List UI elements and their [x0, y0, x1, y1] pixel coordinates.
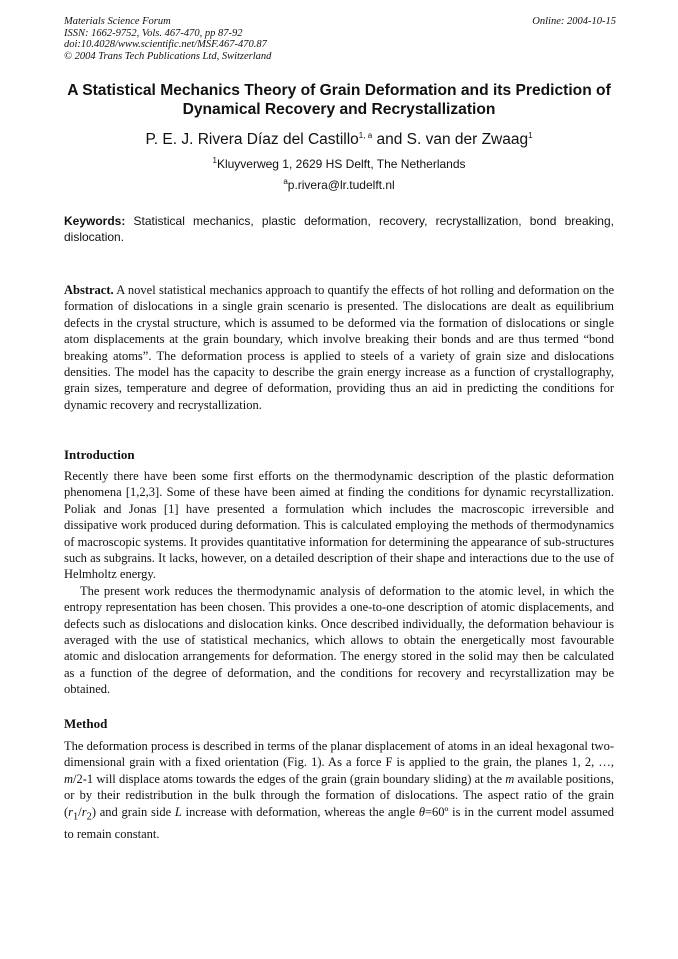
method-text: The deformation process is described in terms of the planar displacement of atoms in an ideal hexagonal two-dimensional grain with a fixed orientation (Fig. 1). As a force F is applied to the grain, the planes 1, 2, …,: [64, 739, 614, 770]
author-1-superscript: 1, a: [358, 130, 373, 140]
symbol-r2: r: [81, 804, 87, 819]
subscript-2: 2: [86, 811, 92, 823]
method-paragraph: [64, 738, 614, 842]
issn-line: ISSN: 1662-9752, Vols. 467-470, pp 87-92: [64, 27, 243, 39]
keywords-text: Statistical mechanics, plastic deformation, recovery, recrystallization, bond breaking, dislocation.: [64, 214, 614, 244]
affiliation-text: Kluyverweg 1, 2629 HS Delft, The Netherlands: [216, 157, 466, 171]
introduction-section: [64, 468, 614, 698]
abstract: [64, 282, 614, 413]
affiliation: [40, 157, 638, 172]
author-1: P. E. J. Rivera Díaz del Castillo: [145, 131, 359, 148]
method-text: =60º is in the current model assumed to remain constant.: [64, 804, 614, 841]
email-address[interactable]: p.rivera@lr.tudelft.nl: [287, 178, 395, 192]
method-text: /2-1 will displace atoms towards the edges of the grain (grain boundary sliding) at the: [73, 771, 506, 786]
author-2: S. van der Zwaag: [406, 131, 529, 148]
keywords: [64, 213, 614, 245]
abstract-text: A novel statistical mechanics approach to quantify the effects of hot rolling and deformation on the formation of dislocations in a single grain scenario is presented. The dislocations are dealt as equilibrium defects in the crystal structure, which is assumed to be deformed via the formation of dislocations or single atom displacements at the grain boundary, which involve breaking their bonds and are thus termed “bond breaking atoms”. The deformation process is applied to steels of a variety of grain size and dislocations densities. The model has the capacity to describe the grain energy increase as a function of crystallography, grain sizes, temperature and degree of deformation, providing thus an aid in predicting the conditions for dynamic recovery and recrystallization.: [64, 283, 614, 412]
method-heading: Method: [64, 716, 108, 731]
method-text: /: [78, 804, 82, 819]
abstract-label: Abstract.: [64, 283, 114, 297]
journal-name: Materials Science Forum: [64, 16, 171, 27]
introduction-paragraph-1: Recently there have been some first efforts on the thermodynamic description of the plastic deformation phenomena [1,2,3]. Some of these have been aimed at finding the conditions for dynamic recyrstallization. Poliak and Jonas [1] have presented a formulation which includes the macroscopic irreversible and dissipative work produced during deformation. This is calculated employing the methods of thermodynamics of macroscopic systems. It provides quantitative information for determining the appearance of sub-structures such as subgrains. It lacks, however, on a detailed description of their shape and interactions due to the use of Helmholtz energy.: [64, 469, 614, 582]
contact-email: [40, 178, 638, 193]
introduction-heading: Introduction: [64, 447, 135, 462]
author-conjunction: and: [372, 131, 407, 148]
symbol-theta: θ: [418, 804, 425, 819]
journal-header: [64, 16, 616, 62]
author-2-superscript: 1: [528, 130, 533, 140]
paper-title: A Statistical Mechanics Theory of Grain Deformation and its Prediction of Dynamical Recovery and Recrystallization: [67, 82, 611, 118]
method-text: ) and grain side: [91, 804, 175, 819]
copyright-line: © 2004 Trans Tech Publications Ltd, Switzerland: [64, 50, 272, 62]
symbol-L: L: [174, 804, 182, 819]
affiliation-superscript: 1: [212, 156, 217, 165]
email-superscript: a: [283, 177, 288, 186]
method-text: available positions, or by their redistribution in the bulk through the formation of dislocations. The aspect ratio of the grain (: [64, 771, 614, 819]
author-line: [40, 130, 638, 150]
subscript-1: 1: [73, 811, 79, 823]
symbol-m: m: [64, 771, 74, 786]
keywords-label: Keywords:: [64, 214, 126, 228]
symbol-m: m: [505, 771, 515, 786]
introduction-paragraph-2: The present work reduces the thermodynamic analysis of deformation to the atomic level, in which the entropy representation has been chosen. This provides a one-to-one description of atomic displacements, and defects such as dislocations and dislocation kinks. Once described individually, the deformation behaviour is averaged with the use of statistical mechanics, which allows to obtain the energetically most favourable atomic and dislocation arrangements for deformation. The energy stored in the solid may then be calculated as a function of the degree of deformation, and the conditions for recovery and recyrstallization may be obtained.: [64, 583, 614, 697]
doi-line[interactable]: doi:10.4028/www.scientific.net/MSF.467-470.87: [64, 39, 267, 51]
method-text: increase with deformation, whereas the angle: [181, 804, 419, 819]
symbol-r1: r: [68, 804, 74, 819]
online-date: Online: 2004-10-15: [532, 16, 616, 27]
